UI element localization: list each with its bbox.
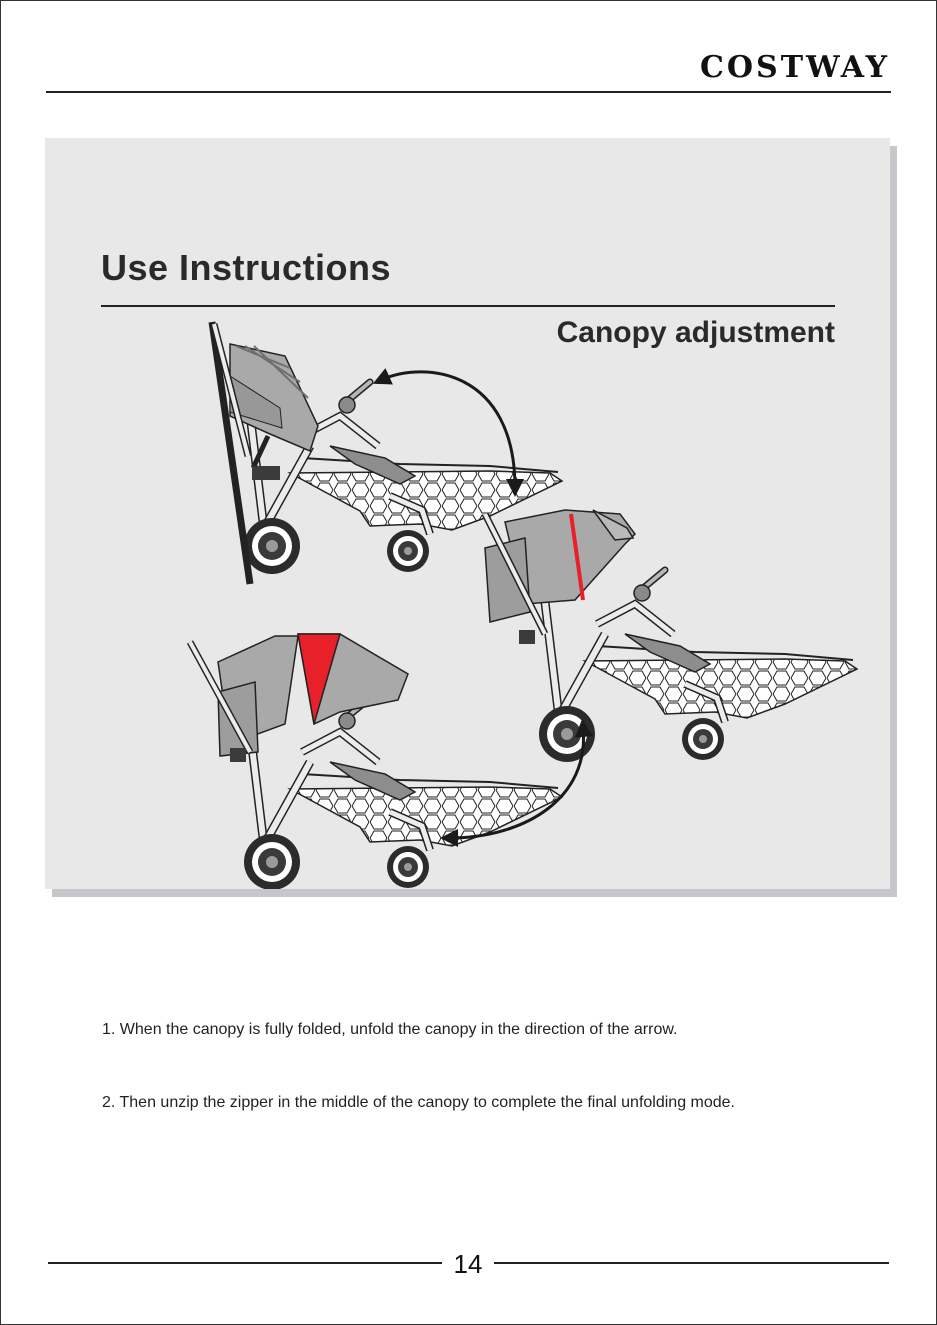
footer-divider-left xyxy=(48,1262,442,1264)
page-number: 14 xyxy=(453,1249,483,1279)
instruction-step-1: 1. When the canopy is fully folded, unfold the canopy in the direction of the arrow. xyxy=(102,1021,678,1038)
stroller-canopy-fully-open xyxy=(190,634,562,889)
stroller-canopy-half-open xyxy=(485,510,857,762)
canopy-illustration xyxy=(45,138,890,889)
section-subtitle: Canopy adjustment xyxy=(556,316,835,349)
instruction-step-2: 2. Then unzip the zipper in the middle of the canopy to complete the final unfolding mode. xyxy=(102,1094,735,1111)
brand-logo: COSTWAY xyxy=(700,50,890,85)
section-title: Use Instructions xyxy=(101,247,392,288)
footer-divider-right xyxy=(494,1262,889,1264)
header-divider xyxy=(46,91,891,93)
